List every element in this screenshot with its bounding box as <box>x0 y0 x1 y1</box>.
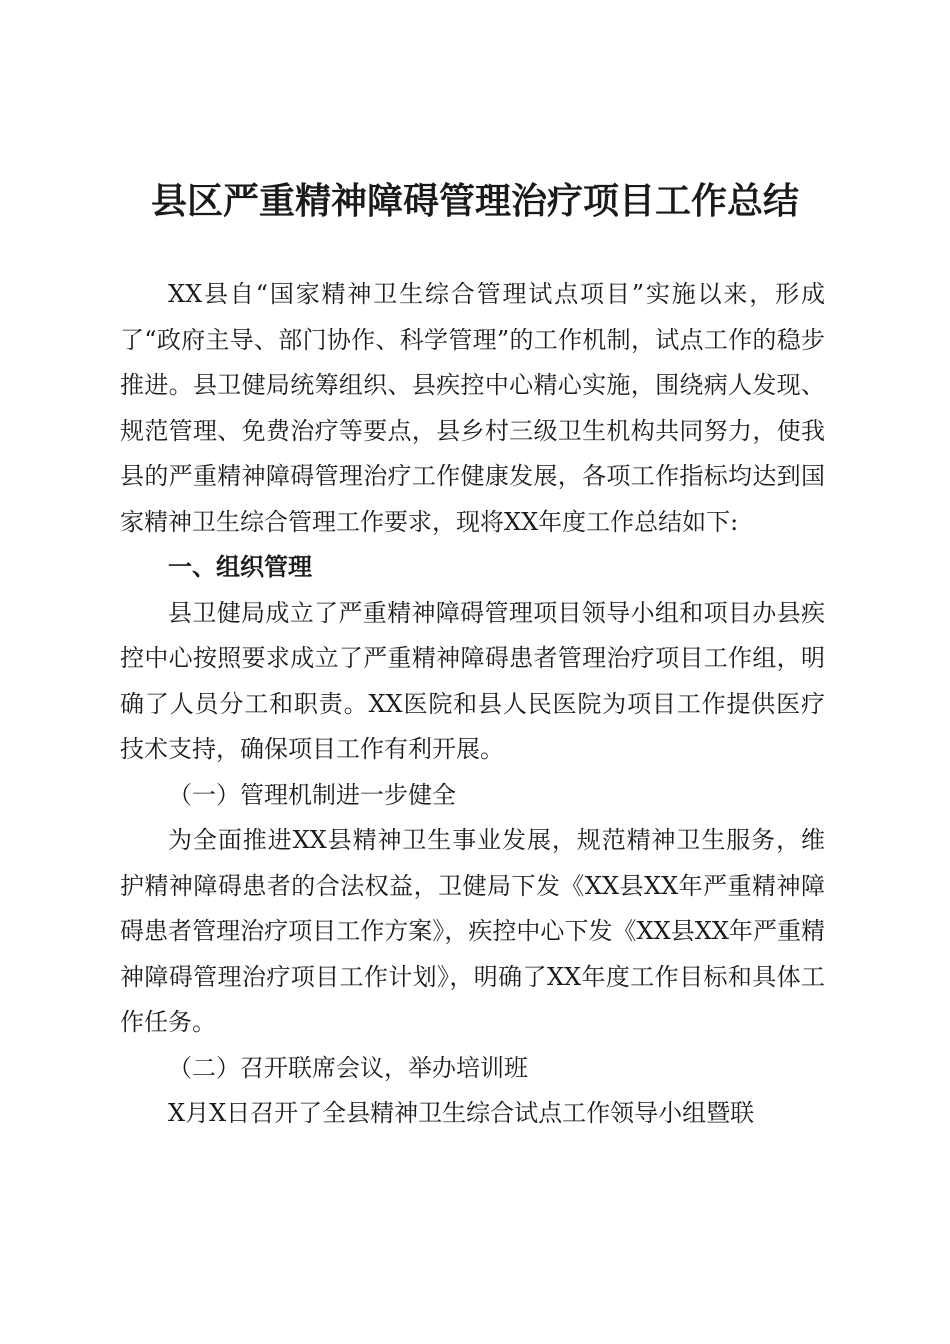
section-heading-organization: 一、组织管理 <box>168 553 312 581</box>
subsection-mechanism-paragraph: 为全面推进XX县精神卫生事业发展，规范精神卫生服务，维护精神障碍患者的合法权益，卫健局下发《XX县XX年严重精神障碍患者管理治疗项目工作方案》，疾控中心下发《XX县XX年严重精神障碍管理治疗项目工作计划》，明确了XX年度工作目标和具体工作任务。 <box>120 826 825 1036</box>
document-body <box>120 272 825 1137</box>
subsection-heading-mechanism: （一）管理机制进一步健全 <box>168 780 456 809</box>
subsection-meeting-paragraph: X月X日召开了全县精神卫生综合试点工作领导小组暨联 <box>168 1099 755 1127</box>
intro-paragraph: XX县自“国家精神卫生综合管理试点项目”实施以来，形成了“政府主导、部门协作、科学管理”的工作机制，试点工作的稳步推进。县卫健局统筹组织、县疾控中心精心实施，围绕病人发现、规范管理、免费治疗等要点，县乡村三级卫生机构共同努力，使我县的严重精神障碍管理治疗工作健康发展，各项工作指标均达到国家精神卫生综合管理工作要求，现将XX年度工作总结如下: <box>120 280 825 536</box>
subsection-heading-meeting: （二）召开联席会议，举办培训班 <box>168 1053 528 1082</box>
section-organization-paragraph: 县卫健局成立了严重精神障碍管理项目领导小组和项目办县疾控中心按照要求成立了严重精神障碍患者管理治疗项目工作组，明确了人员分工和职责。XX医院和县人民医院为项目工作提供医疗技术支持，确保项目工作有利开展。 <box>120 598 825 763</box>
document-title: 县区严重精神障碍管理治疗项目工作总结 <box>150 181 799 222</box>
